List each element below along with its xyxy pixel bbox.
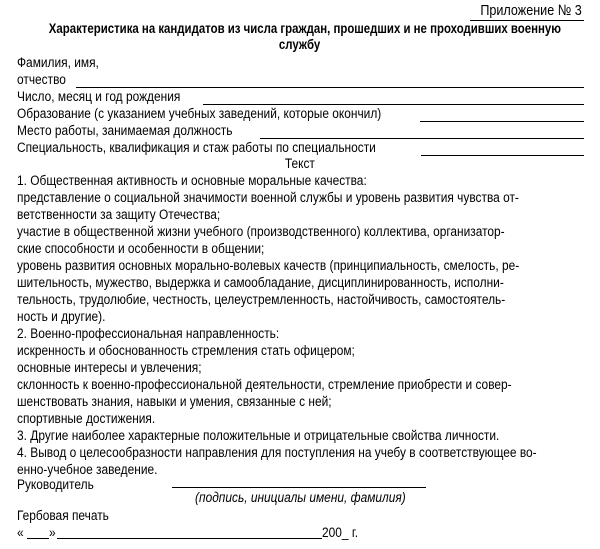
body-line: ские способности и особенности в общении; xyxy=(17,241,265,257)
date-year: 200_ г. xyxy=(322,525,359,541)
body-line: основные интересы и увлечения; xyxy=(17,360,202,376)
field-specialty-label: Специальность, квалификация и стаж работы по специальности xyxy=(17,140,376,156)
date-day-line[interactable] xyxy=(27,538,49,539)
appendix-label: Приложение № 3 xyxy=(480,2,582,19)
body-line: шенствовать знания, навыки и умения, связанные с ней; xyxy=(17,394,332,410)
body-line: 4. Вывод о целесообразности направления для поступления на учебу в соответствующее во- xyxy=(17,445,537,461)
date-month-line[interactable] xyxy=(57,538,322,539)
body-line: тельность, трудолюбие, честность, целеустремленность, настойчивость, самостоятель- xyxy=(17,292,506,308)
date-open-quote: « xyxy=(17,525,24,541)
body-line: 3. Другие наиболее характерные положительные и отрицательные свойства личности. xyxy=(17,428,500,444)
body-line: спортивные достижения. xyxy=(17,411,156,427)
signature-line[interactable] xyxy=(172,487,426,488)
body-line: шительность, мужество, выдержка и самообладание, дисциплинированность, исполни- xyxy=(17,275,504,291)
head-label: Руководитель xyxy=(17,477,94,493)
field-education-line[interactable] xyxy=(420,121,584,122)
body-line: представление о социальной значимости военной службы и уровень развития чувства от- xyxy=(17,190,519,206)
field-surname-name-label: Фамилия, имя, xyxy=(17,55,99,71)
field-birth-date-line[interactable] xyxy=(203,104,584,105)
body-line: енно-учебное заведение. xyxy=(17,462,158,478)
field-workplace-label: Место работы, занимаемая должность xyxy=(17,123,233,139)
body-line: 2. Военно-профессиональная направленность: xyxy=(17,326,280,342)
field-birth-date-label: Число, месяц и год рождения xyxy=(17,89,181,105)
document-title-continued: службу xyxy=(279,37,321,52)
body-line: ность и другие). xyxy=(17,309,106,325)
field-patronymic-label: отчество xyxy=(17,72,66,88)
signature-caption: (подпись, инициалы имени, фамилия) xyxy=(194,490,406,506)
body-line: участие в общественной жизни учебного (производственного) коллектива, организатор- xyxy=(17,224,505,240)
document-title: Характеристика на кандидатов из числа граждан, прошедших и не проходивших военную xyxy=(48,21,561,36)
body-line: склонность к военно-профессиональной деятельности, стремление приобрести и совер- xyxy=(17,377,512,393)
body-line: ветственности за защиту Отечества; xyxy=(17,207,221,223)
text-heading: Текст xyxy=(284,156,316,172)
field-education-label: Образование (с указанием учебных заведений, которые окончил) xyxy=(17,106,382,122)
body-line: уровень развития основных морально-волевых качеств (принципиальность, смелость, ре- xyxy=(17,258,520,274)
body-line: искренность и обоснованность стремления стать офицером; xyxy=(17,343,355,359)
body-line: 1. Общественная активность и основные моральные качества: xyxy=(17,173,367,189)
field-workplace-line[interactable] xyxy=(260,138,584,139)
date-close-quote: » xyxy=(49,525,56,541)
stamp-label: Гербовая печать xyxy=(17,508,109,524)
field-patronymic-line[interactable] xyxy=(76,87,584,88)
